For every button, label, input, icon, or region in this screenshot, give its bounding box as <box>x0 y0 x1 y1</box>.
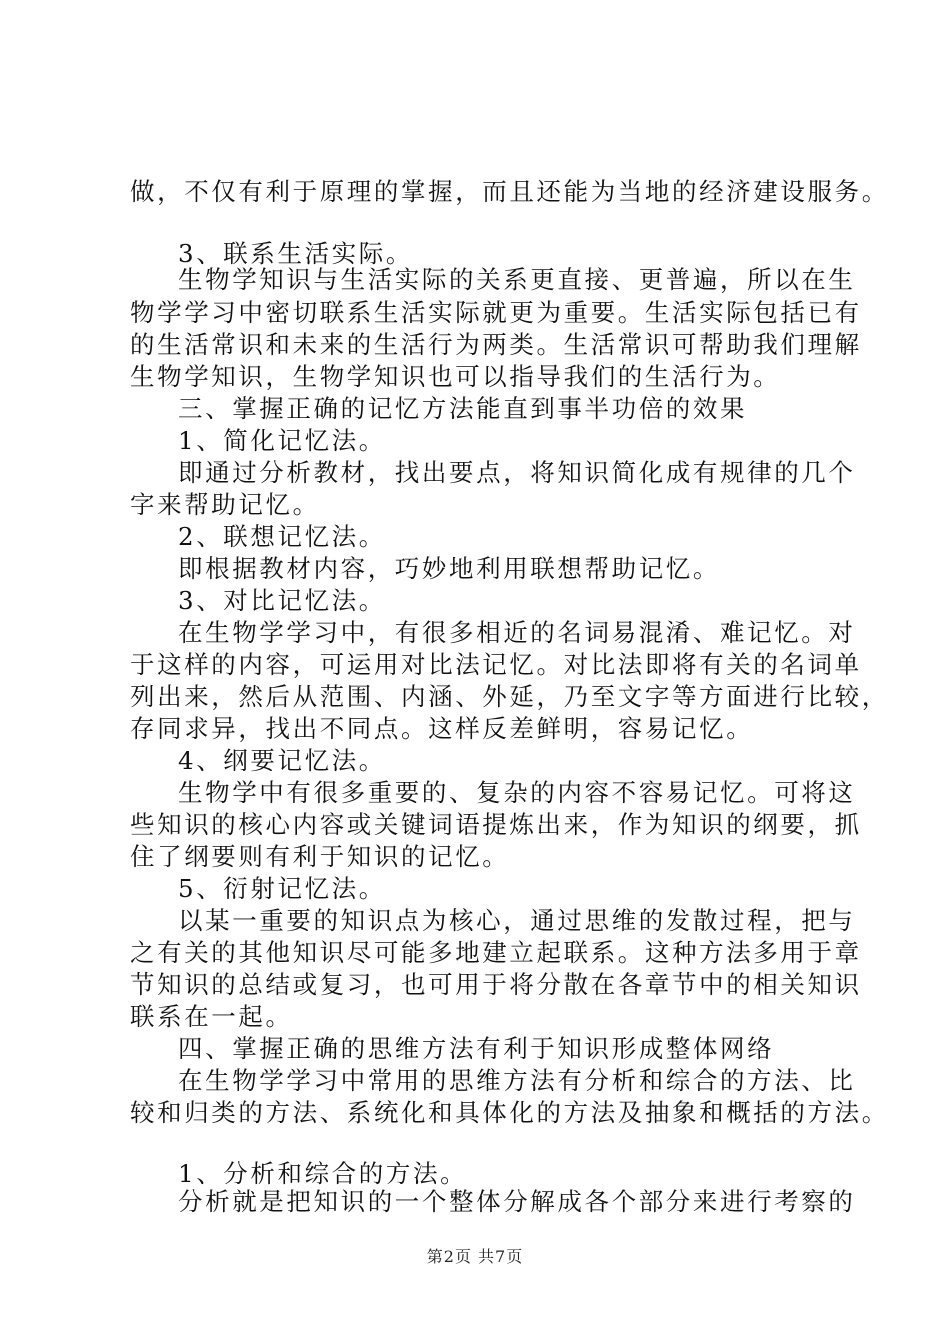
text-line: 5、衍射记忆法。 <box>178 874 386 903</box>
text-line: 以某一重要的知识点为核心，通过思维的发散过程，把与 <box>178 906 856 935</box>
text-line: 生物学知识，生物学知识也可以指导我们的生活行为。 <box>130 362 781 391</box>
text-line: 存同求异，找出不同点。这样反差鲜明，容易记忆。 <box>130 714 754 743</box>
text-line: 联系在一起。 <box>130 1002 293 1031</box>
section-heading: 四、掌握正确的思维方法有利于知识形成整体网络 <box>178 1034 775 1063</box>
text-line: 3、对比记忆法。 <box>178 586 386 615</box>
text-line: 3、联系生活实际。 <box>178 239 413 268</box>
text-line: 生物学知识与生活实际的关系更直接、更普遍，所以在生 <box>178 265 856 294</box>
text-line: 1、分析和综合的方法。 <box>178 1159 468 1188</box>
text-line: 之有关的其他知识尽可能多地建立起联系。这种方法多用于章 <box>130 938 862 967</box>
text-line: 2、联想记忆法。 <box>178 522 386 551</box>
text-line: 4、纲要记忆法。 <box>178 746 386 775</box>
section-heading: 三、掌握正确的记忆方法能直到事半功倍的效果 <box>178 394 748 423</box>
page-footer: 第2页 共7页 <box>426 1247 524 1266</box>
text-line: 即根据教材内容，巧妙地利用联想帮助记忆。 <box>178 554 720 583</box>
text-line: 住了纲要则有利于知识的记忆。 <box>130 842 510 871</box>
text-line: 的生活常识和未来的生活行为两类。生活常识可帮助我们理解 <box>130 330 862 359</box>
text-line: 些知识的核心内容或关键词语提炼出来，作为知识的纲要，抓 <box>130 810 862 839</box>
text-line: 节知识的总结或复习，也可用于将分散在各章节中的相关知识 <box>130 970 862 999</box>
text-line: 在生物学学习中常用的思维方法有分析和综合的方法、比 <box>178 1066 856 1095</box>
text-line: 字来帮助记忆。 <box>130 490 320 519</box>
text-line: 较和归类的方法、系统化和具体化的方法及抽象和概括的方法。 <box>130 1098 889 1127</box>
text-line: 在生物学学习中，有很多相近的名词易混淆、难记忆。对 <box>178 618 856 647</box>
text-line: 生物学中有很多重要的、复杂的内容不容易记忆。可将这 <box>178 778 856 807</box>
text-line: 于这样的内容，可运用对比法记忆。对比法即将有关的名词单 <box>130 650 862 679</box>
text-line: 分析就是把知识的一个整体分解成各个部分来进行考察的 <box>178 1187 856 1216</box>
text-line: 物学学习中密切联系生活实际就更为重要。生活实际包括已有 <box>130 298 862 327</box>
text-line: 1、简化记忆法。 <box>178 426 386 455</box>
text-line: 做，不仅有利于原理的掌握，而且还能为当地的经济建设服务。 <box>130 177 889 206</box>
text-line: 列出来，然后从范围、内涵、外延，乃至文字等方面进行比较， <box>130 682 889 711</box>
text-line: 即通过分析教材，找出要点，将知识简化成有规律的几个 <box>178 458 856 487</box>
